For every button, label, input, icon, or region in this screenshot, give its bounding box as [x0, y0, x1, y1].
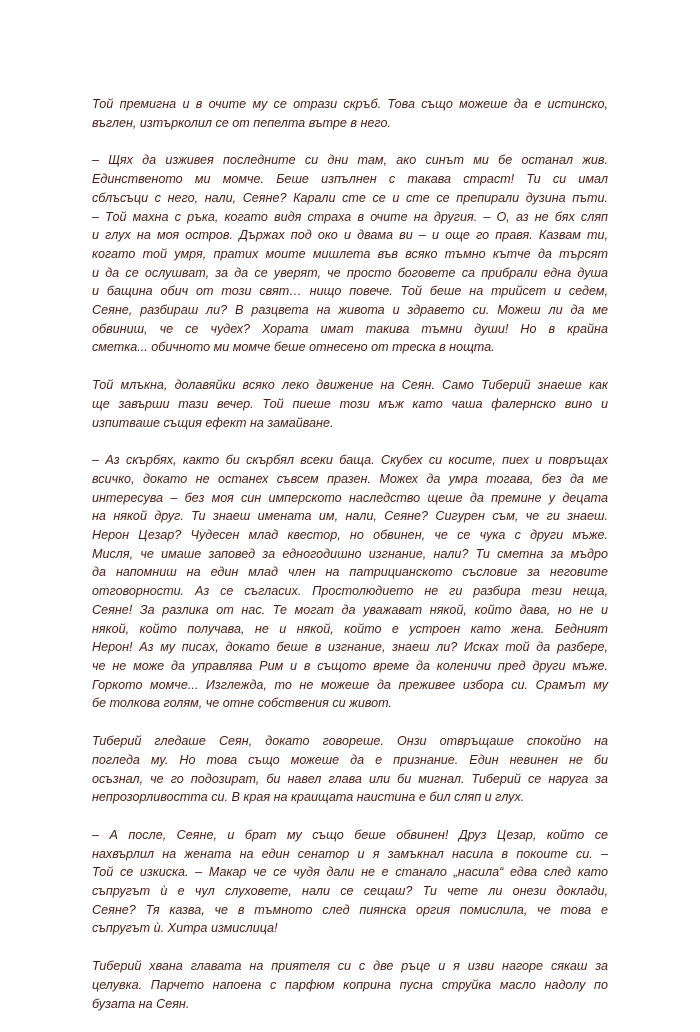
text-line: сблъсъци с него, нали, Сеяне? Карали сте се и сте се препирали дузина пъти.	[92, 190, 608, 205]
text-line: и бащина обич от този свят… нищо повече. Той беше на трийсет и седем,	[92, 284, 608, 299]
paragraph	[92, 451, 608, 713]
text-line: сметка... обичното ми момче беше отнесено от треска в нощта.	[92, 340, 495, 355]
text-line: въглен, изтърколил се от пепелта вътре в него.	[92, 115, 391, 130]
text-line: нахвърлил на жената на един сенатор и я замъкнал насила в покоите си. –	[92, 846, 608, 861]
text-line: непрозорливостта си. В края на краищата наистина е бил сляп и глух.	[92, 790, 525, 805]
text-line: ще завърши тази вечер. Той пиеше този мъж като чаша фалернско вино и	[92, 396, 608, 411]
text-line: изпитваше същия ефект на замайване.	[92, 415, 334, 430]
text-line: съпругът ѝ. Хитра измислица!	[92, 921, 278, 936]
text-line: – Щях да изживея последните си дни там, ако синът ми бе останал жив.	[92, 153, 608, 168]
text-line: Тиберий хвана главата на приятеля си с две ръце и я изви нагоре сякаш за	[92, 959, 608, 974]
text-line: на някой друг. Ти знаеш имената им, нали, Сеяне? Сигурен съм, че ги знаеш.	[92, 509, 608, 524]
text-column	[92, 95, 608, 1032]
text-line: Той млъкна, долавяйки всяко леко движение на Сеян. Само Тиберий знаеше как	[92, 378, 608, 393]
text-line: Сеяне! За разлика от нас. Те могат да уважават някой, който дава, но не и	[92, 602, 608, 617]
text-line: интересува – без моя син имперското наследство щеше да премине у децата	[92, 490, 608, 505]
text-line: Нерон! Аз му писах, докато беше в изгнание, знаеш ли? Исках той да разбере,	[92, 640, 608, 655]
text-line: отговорности. Аз се съгласих. Простолюдието не ги разбира тези неща,	[92, 584, 608, 599]
text-line: погледа му. Но това също можеше да е признание. Един невинен не би	[92, 752, 608, 767]
paragraph	[92, 826, 608, 938]
text-line: когато той умря, пратих моите мишлета във всяко тъмно кътче да търсят	[92, 246, 608, 261]
text-line: и да се ослушват, за да се уверят, че просто боговете са прибрали една душа	[92, 265, 608, 280]
paragraph	[92, 957, 608, 1013]
text-line: Той се изкиска. – Макар че се чудя дали не е станало „насила“ едва след като	[92, 865, 608, 880]
text-line: съпругът ѝ е чул слуховете, нали се сещаш? Ти чете ли онези доклади,	[92, 884, 608, 899]
text-line: – А после, Сеяне, и брат му също беше обвинен! Друз Цезар, който се	[92, 827, 608, 842]
text-line: някой, който получава, не и някой, който е устроен като жена. Бедният	[92, 621, 608, 636]
text-line: Сеяне, разбираш ли? В разцвета на живота и здравето си. Можеш ли да ме	[92, 303, 608, 318]
paragraph	[92, 732, 608, 807]
text-line: бузата на Сеян.	[92, 996, 190, 1011]
text-line: целувка. Парчето напоена с парфюм коприна пусна струйка масло надолу по	[92, 977, 608, 992]
text-line: да напомниш на един млад член на патрицианското съсловие за неговите	[92, 565, 608, 580]
text-line: Горкото момче... Изглежда, то не можеше да преживее избора си. Срамът му	[92, 677, 608, 692]
text-line: Той премигна и в очите му се отрази скръб. Това също можеше да е истинско,	[92, 97, 608, 111]
text-line: всичко, докато не останех съвсем празен. Можех да умра тогава, без да ме	[92, 471, 608, 486]
text-line: Нерон Цезар? Чудесен млад квестор, но обвинен, че се чука с други мъже.	[92, 528, 608, 543]
text-line: – Той махна с ръка, когато видя страха в очите на другия. – О, аз не бях сляп	[92, 209, 608, 224]
text-line: обвиниш, че се чудех? Хората имат такива тъмни души! Но в крайна	[92, 321, 608, 336]
paragraph	[92, 151, 608, 357]
text-line: Тиберий гледаше Сеян, докато говореше. Онзи отвръщаше спокойно на	[92, 734, 608, 749]
text-line: че не може да управлява Рим и в същото време да коленичи пред други мъже.	[92, 658, 608, 673]
text-line: Единственото ми момче. Беше изпълнен с такава страст! Ти си имал	[92, 172, 608, 187]
text-line: Сеяне? Тя казва, че в тъмното след пиянска оргия помислила, че това е	[92, 902, 608, 917]
paragraph	[92, 376, 608, 432]
text-line: Мисля, че имаше заповед за едногодишно изгнание, нали? Ти сметна за мъдро	[92, 546, 608, 561]
text-line: – Аз скърбях, както би скърбял всеки баща. Скубех си косите, пиех и повръщах	[92, 453, 608, 468]
paragraph	[92, 95, 608, 132]
text-line: бе толкова голям, че отне собствения си живот.	[92, 696, 392, 711]
text-line: и глух на моя остров. Държах под око и двама ви – и още го правя. Казвам ти,	[92, 228, 608, 243]
text-line: осъзнал, че го подозират, би навел глава или би мигнал. Тиберий се наруга за	[92, 771, 608, 786]
